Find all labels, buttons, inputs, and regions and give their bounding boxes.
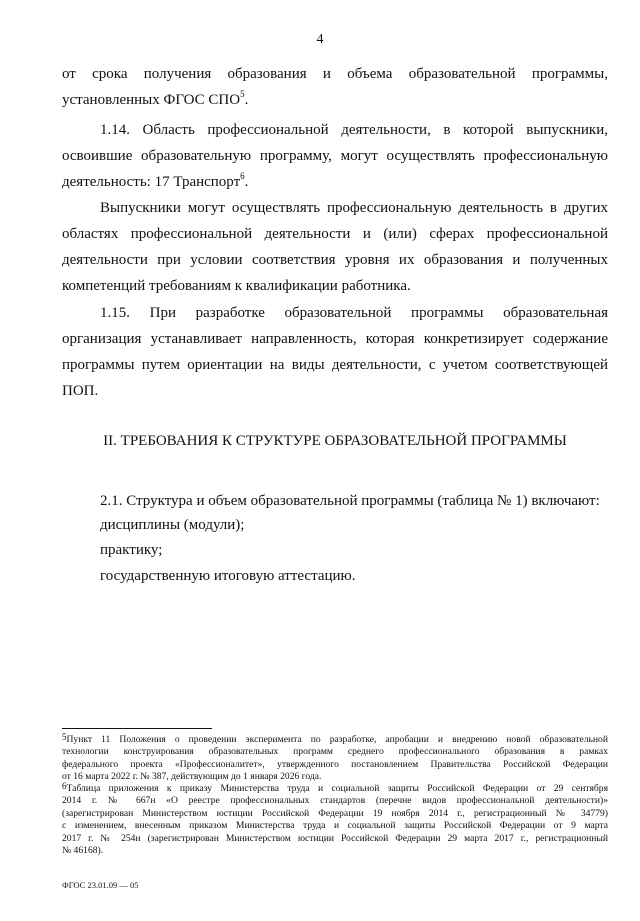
paragraph-line: ПОП. <box>62 383 99 399</box>
paragraph-line: освоившие образовательную программу, могут осуществлять профессиональную <box>62 148 608 164</box>
paragraph-line: областях профессиональной деятельности и (или) сферах профессиональной <box>62 226 608 242</box>
list-item: дисциплины (модули); <box>100 517 245 533</box>
section-heading: II. ТРЕБОВАНИЯ К СТРУКТУРЕ ОБРАЗОВАТЕЛЬНОЙ ПРОГРАММЫ <box>103 433 567 449</box>
list-item: государственную итоговую аттестацию. <box>100 568 356 584</box>
section-intro: 2.1. Структура и объем образовательной программы (таблица № 1) включают: <box>100 493 600 509</box>
footnote-ref-6[interactable]: 6 <box>240 171 245 181</box>
footnote-separator <box>62 728 212 729</box>
footnote-mark: 6 <box>62 781 67 791</box>
footnote-ref-5[interactable]: 5 <box>240 89 245 99</box>
paragraph-line: Выпускники могут осуществлять профессиональную деятельность в других <box>100 200 608 216</box>
footnote-mark: 5 <box>62 732 67 742</box>
paragraph-line: 1.14. Область профессиональной деятельности, в которой выпускники, <box>100 122 608 138</box>
paragraph-line: программы путем ориентации на виды деятельности, с учетом соответствующей <box>62 357 608 373</box>
paragraph-line: компетенций требованиям к квалификации работника. <box>62 278 411 294</box>
page-number: 4 <box>316 32 324 47</box>
document-code: ФГОС 23.01.09 — 05 <box>62 880 139 890</box>
paragraph-line: 1.15. При разработке образовательной программы образовательная <box>100 305 608 321</box>
paragraph-line: деятельность: 17 Транспорт$^6$. <box>62 171 249 190</box>
paragraph-line: от срока получения образования и объема образовательной программы, <box>62 66 608 82</box>
paragraph-line: организация устанавливает направленность, которая конкретизирует содержание <box>62 331 608 347</box>
footnote-6: $^6$Таблица приложения к приказу Министерства труда и социальной защиты Российской Федерации от 29 сентября 2014 г. № 667н «О реестре профессиональных стандартов (перечне видов профессиональной деятельности)» (зарегистрирован Министерством юстиции Российской Федерации 19 ноября 2014 г., регистрационный № 34779) с изменением, внесенным приказом Министерства труда и социальной защиты Российской Федерации от 9 марта 2017 г. № 254н (зарегистрирован Министерством юстиции Российской Федерации 29 марта 2017 г., регистрационный № 46168). <box>62 781 608 857</box>
paragraph-line: деятельности при условии соответствия уровня их образования и полученных <box>62 252 608 268</box>
footnote-5: $^5$Пункт 11 Положения о проведении эксперимента по разработке, апробации и внедрению новой образовательной технологии конструирования образовательных программ среднего профессионального образования в рамках федерального проекта «Профессионалитет», утвержденного постановлением Правительства Российской Федерации от 16 марта 2022 г. № 387, действующим до 1 января 2026 года. <box>62 732 608 783</box>
paragraph-line: установленных ФГОС СПО$^5$. <box>62 89 249 108</box>
list-item: практику; <box>100 542 163 558</box>
